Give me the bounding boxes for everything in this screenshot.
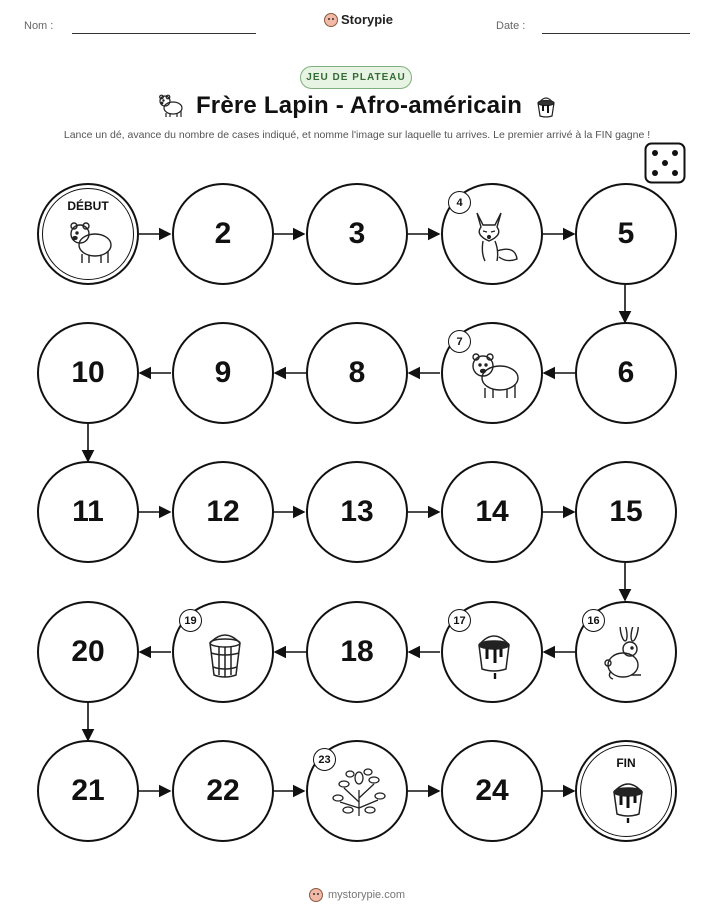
bear-icon <box>65 221 115 265</box>
brand-name: Storypie <box>341 12 394 27</box>
space-number-badge: 16 <box>582 609 605 632</box>
space-number: 8 <box>348 356 366 389</box>
space-number-badge: 19 <box>179 609 202 632</box>
space-number: 6 <box>617 356 635 389</box>
space-number: 2 <box>214 217 232 250</box>
space-number-badge: 4 <box>448 191 471 214</box>
board-space <box>37 601 139 703</box>
tar-bucket-icon <box>609 778 647 824</box>
footer-url[interactable]: mystorypie.com <box>327 889 406 901</box>
space-number-badge: 23 <box>313 748 336 771</box>
space-number: 11 <box>72 495 104 528</box>
space-number: 5 <box>617 217 635 250</box>
board-space <box>172 461 274 563</box>
space-number: 9 <box>214 356 232 389</box>
fox-icon <box>467 207 521 265</box>
board-space <box>306 601 408 703</box>
board-space <box>441 740 543 842</box>
board-space <box>575 183 677 285</box>
space-number: 13 <box>340 495 374 528</box>
space-number: 12 <box>206 495 240 528</box>
board-space <box>306 183 408 285</box>
bear-icon <box>467 352 523 400</box>
board-space <box>172 740 274 842</box>
name-label: Nom : <box>24 20 54 32</box>
space-number: 14 <box>475 495 509 528</box>
page-title: Frère Lapin - Afro-américain <box>195 92 523 119</box>
board-space-start <box>37 183 139 285</box>
board-space <box>37 322 139 424</box>
board-space <box>306 461 408 563</box>
game-type-badge: JEU DE PLATEAU <box>300 66 412 89</box>
briar-bush-icon <box>332 768 386 818</box>
wooden-bucket-icon <box>204 629 246 681</box>
board-space <box>575 461 677 563</box>
space-number-badge: 17 <box>448 609 471 632</box>
board-space <box>575 322 677 424</box>
board-space <box>37 461 139 563</box>
start-label: DÉBUT <box>67 199 109 213</box>
space-number: 22 <box>206 774 240 807</box>
space-number: 20 <box>71 635 105 668</box>
tar-bucket-icon <box>473 629 515 681</box>
date-label: Date : <box>496 20 526 32</box>
space-number: 18 <box>340 635 374 668</box>
board-space <box>172 322 274 424</box>
storypie-logo-icon <box>309 888 323 902</box>
space-number: 24 <box>475 774 509 807</box>
space-number-badge: 7 <box>448 330 471 353</box>
board-space <box>37 740 139 842</box>
space-number: 10 <box>71 356 105 389</box>
instructions: Lance un dé, avance du nombre de cases indiqué, et nomme l'image sur laquelle tu arrives. Le premier arrivé à la FIN gagne ! <box>63 129 651 141</box>
board-space <box>441 461 543 563</box>
space-number: 3 <box>348 217 366 250</box>
board-space-end <box>575 740 677 842</box>
space-number: 21 <box>71 774 105 807</box>
space-number: 15 <box>609 495 643 528</box>
end-label: FIN <box>616 756 636 770</box>
board-space <box>172 183 274 285</box>
rabbit-icon <box>603 627 653 683</box>
footer <box>0 888 714 902</box>
board-space <box>306 322 408 424</box>
